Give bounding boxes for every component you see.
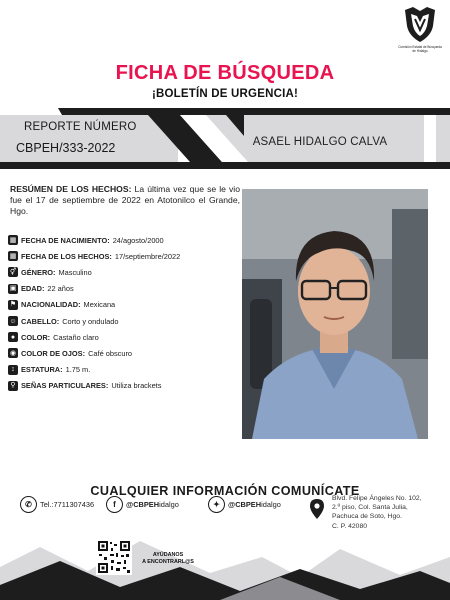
whatsapp-icon: ✆ (20, 496, 37, 513)
age-icon: ▣ (9, 285, 17, 293)
report-number-label: REPORTE NÚMERO (24, 121, 137, 133)
address-line: 2.º piso, Col. Santa Julia, (332, 504, 408, 512)
footer-decoration (0, 527, 450, 600)
contact-heading: CUALQUIER INFORMACIÓN COMUNÍCATE (90, 484, 360, 498)
field-value: Café obscuro (88, 348, 133, 358)
footer-shapes (0, 527, 450, 600)
field-age (8, 281, 240, 297)
twitter-icon: ✦ (208, 496, 225, 513)
person-photo (242, 189, 428, 439)
field-label: COLOR: (21, 332, 51, 342)
field-value: Mexicana (83, 300, 116, 310)
twitter-handle-suffix: idalgo (261, 500, 281, 509)
page-title: FICHA DE BÚSQUEDA (115, 62, 335, 84)
contact-twitter[interactable] (208, 496, 281, 513)
help-line: AYÚDANOS (152, 552, 184, 558)
case-summary (10, 184, 240, 217)
state-seal-icon (403, 6, 437, 44)
help-line: A ENCONTRARL@S (142, 559, 194, 565)
palette-icon: ● (8, 332, 18, 342)
field-value: 1.75 m. (65, 365, 91, 375)
field-label: ESTATURA: (21, 365, 63, 375)
facebook-handle-prefix: @CBPEH (126, 500, 160, 509)
contact-phone[interactable] (20, 496, 94, 513)
location-pin-icon (310, 499, 324, 519)
calendar-icon: ▦ (9, 252, 17, 260)
eye-icon: ◉ (9, 349, 17, 357)
person-name: ASAEL HIDALGO CALVA (252, 136, 388, 148)
qr-code[interactable] (96, 539, 132, 575)
field-label: FECHA DE NACIMIENTO: (21, 235, 110, 245)
field-label: SEÑAS PARTICULARES: (21, 381, 109, 391)
field-birth-date (8, 232, 240, 248)
portrait-illustration (242, 189, 428, 439)
address-line: C. P. 42080 (332, 522, 368, 530)
field-label: EDAD: (21, 284, 45, 294)
field-hair-color (8, 329, 240, 345)
flag-icon: ⚑ (9, 301, 17, 309)
field-label: CABELLO: (21, 316, 60, 326)
summary-label: RESÚMEN DE LOS HECHOS: (10, 184, 132, 194)
field-value: 17/septiembre/2022 (114, 251, 181, 261)
qr-code-icon (97, 540, 131, 574)
contact-facebook[interactable] (106, 496, 179, 513)
field-label: NACIONALIDAD: (21, 300, 81, 310)
field-hair (8, 313, 240, 329)
hair-icon: ☺ (9, 317, 17, 325)
facebook-icon: f (106, 496, 123, 513)
report-number: CBPEH/333-2022 (16, 141, 116, 155)
field-distinguishing-marks (8, 378, 240, 394)
page-subtitle: ¡BOLETÍN DE URGENCIA! (151, 88, 299, 100)
field-event-date (8, 248, 240, 264)
field-value: Castaño claro (53, 332, 99, 342)
address-line: Blvd. Felipe Ángeles No. 102, (332, 495, 422, 502)
help-message (137, 552, 199, 566)
field-value: 24/agosto/2000 (112, 235, 164, 245)
field-value: Masculino (58, 267, 92, 277)
phone-number: Tel.:7711307436 (40, 500, 95, 509)
field-label: GÉNERO: (21, 267, 56, 277)
field-eye-color (8, 345, 240, 361)
height-icon: ↕ (8, 365, 18, 375)
summary-text: La última vez que se le vio fue el 17 de septiembre de 2022 en Atotonilco el Grande, Hgo. (10, 184, 240, 216)
calendar-icon: ▦ (9, 236, 17, 244)
field-label: COLOR DE OJOS: (21, 348, 86, 358)
twitter-handle-prefix: @CBPEH (228, 500, 262, 509)
field-value: Corto y ondulado (62, 316, 119, 326)
field-value: Utiliza brackets (111, 381, 162, 391)
logo-caption: Comisión Estatal de Búsqueda de Hidalgo (398, 45, 442, 53)
person-details (8, 232, 240, 394)
field-value: 22 años (47, 284, 74, 294)
gender-icon: ⚥ (9, 268, 17, 276)
address-line: Pachuca de Soto, Hgo. (332, 513, 402, 521)
field-nationality (8, 297, 240, 313)
magnifier-icon: ⚲ (8, 381, 18, 391)
field-height (8, 362, 240, 378)
office-address (332, 494, 446, 531)
field-label: FECHA DE LOS HECHOS: (21, 251, 112, 261)
agency-logo (398, 6, 442, 62)
field-gender (8, 264, 240, 280)
facebook-handle-suffix: idalgo (159, 500, 179, 509)
